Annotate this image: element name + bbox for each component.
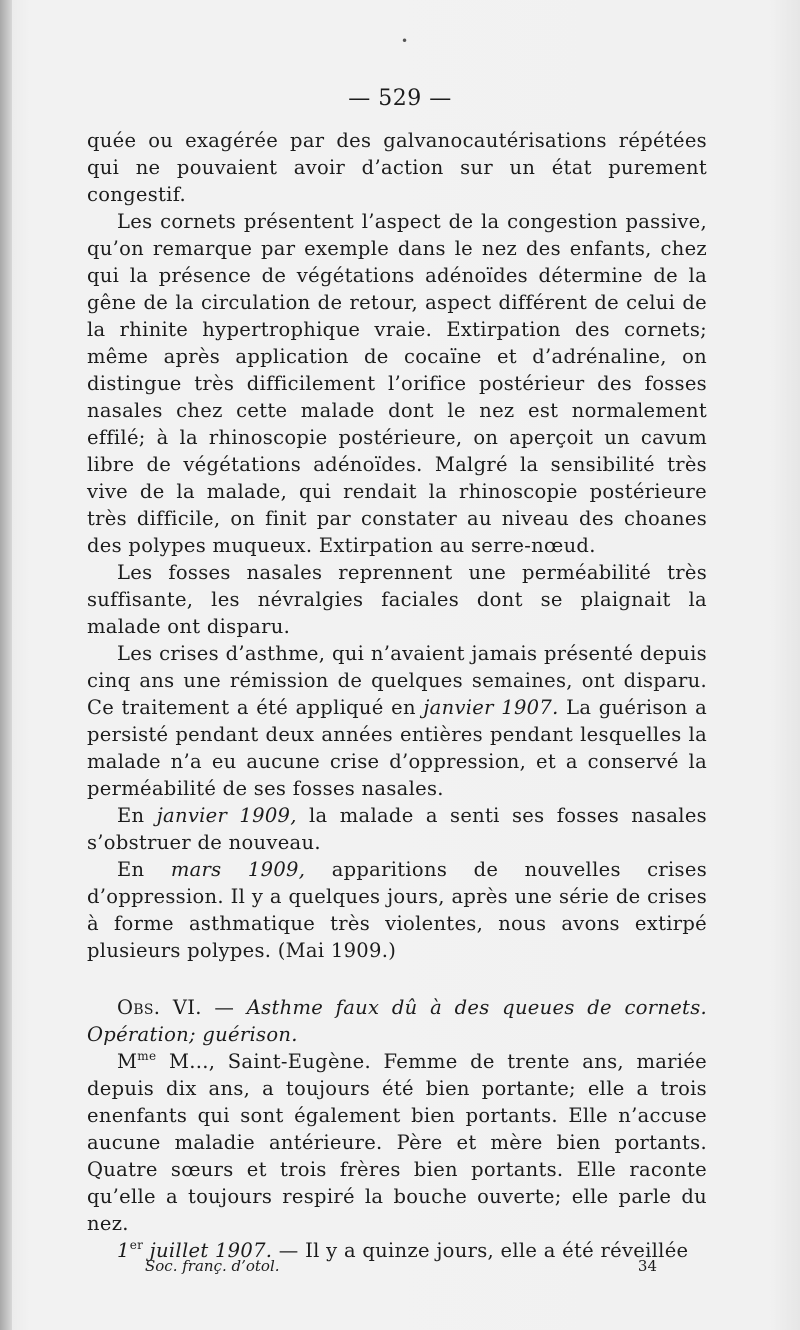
page-footer (145, 1257, 657, 1275)
date-mars-1909: mars 1909, (170, 858, 306, 881)
text-run: M..., Saint-Eugène. Femme de trente ans, mariée depuis dix ans, a toujours été bien portante; elle a trois enenfants qui sont également bien portants. Elle n’accuse aucune maladie antérieure. Père et mère bien portants. Quatre sœurs et trois frères bien portants. Elle raconte qu’elle a toujours respiré la bouche ouverte; elle parle du nez. (87, 1050, 707, 1235)
date-day: 1 (117, 1239, 130, 1262)
paragraph-crises-asthme (87, 640, 707, 802)
text-run: — Il y a quinze jours, elle a été réveillée (278, 1239, 689, 1262)
date-juillet-1907: juillet 1907. (149, 1239, 273, 1262)
text-run: La guérison a persisté pendant deux années entières pendant lesquelles la malade n’a eu aucune crise d’oppression, et a conservé la perméabilité de ses fosses nasales. (87, 696, 707, 800)
page-number: — 529 — (348, 86, 452, 111)
observation-heading (87, 994, 707, 1048)
text-run: M (117, 1050, 138, 1073)
body-text (87, 127, 707, 1264)
text-run: Les crises d’asthme, qui n’avaient jamais présenté depuis cinq ans une rémission de quelques semaines, ont disparu. Ce traitement a été appliqué en (87, 642, 707, 719)
observation-title: Asthme faux dû à des queues de cornets. Opération; guérison. (87, 996, 707, 1046)
text-run: En (117, 858, 145, 881)
ink-speck: • (401, 34, 409, 48)
text-run: la malade a senti ses fosses nasales s’obstruer de nouveau. (87, 804, 707, 854)
date-janvier-1907: janvier 1907. (423, 696, 559, 719)
text-run: apparitions de nouvelles crises d’oppression. Il y a quelques jours, après une série de crises à forme asthmatique très violentes, nous avons extirpé plusieurs polypes. (Mai 1909.) (87, 858, 708, 962)
text-run: En (117, 804, 145, 827)
paragraph-patient (87, 1048, 707, 1237)
paragraph-janvier-1909 (87, 802, 707, 856)
superscript: me (137, 1049, 157, 1063)
paragraph-continuation: quée ou exagérée par des galvanocautérisations répétées qui ne pouvaient avoir d’action sur un état purement congestif. (87, 129, 707, 206)
superscript: er (129, 1238, 144, 1252)
observation-label: Obs. VI. — (117, 996, 235, 1019)
paragraph-mars-1909 (87, 856, 707, 964)
signature-mark: 34 (637, 1257, 657, 1275)
page-edge-shadow (0, 0, 12, 1330)
paragraph-cornets: Les cornets présentent l’aspect de la congestion passive, qu’on remarque par exemple dans le nez des enfants, chez qui la présence de végétations adénoïdes détermine de la gêne de la circulation de retour, aspect différent de celui de la rhinite hypertrophique vraie. Extirpation des cornets; même après application de cocaïne et d’adrénaline, on distingue très difficilement l’orifice postérieur des fosses nasales chez cette malade dont le nez est normalement effilé; à la rhinoscopie postérieure, on aperçoit un cavum libre de végétations adénoïdes. Malgré la sensibilité très vive de la malade, qui rendait la rhinoscopie postérieure très difficile, on finit par constater au niveau des choanes des polypes muqueux. Extirpation au serre-nœud. (87, 210, 707, 557)
paragraph-fosses-nasales: Les fosses nasales reprennent une perméabilité très suffisante, les névralgies faciales dont se plaignait la malade ont disparu. (87, 561, 707, 638)
date-janvier-1909: janvier 1909, (156, 804, 297, 827)
journal-name: Soc. franç. d’otol. (145, 1257, 280, 1275)
